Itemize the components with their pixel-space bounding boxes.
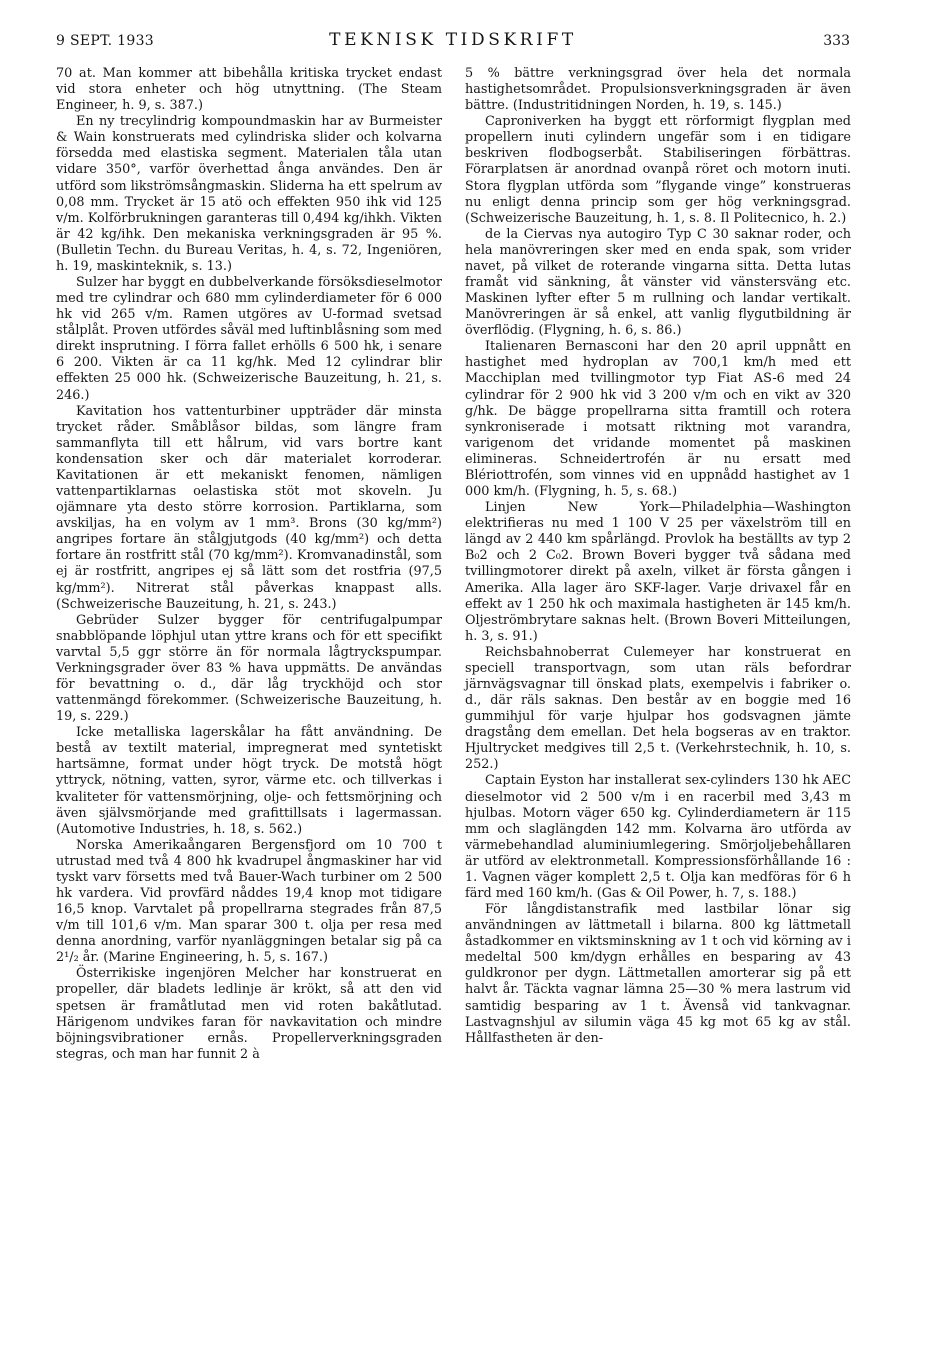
paragraph: Reichsbahnoberrat Culemeyer har konstruerat en speciell transportvagn, som utan räls befordrar järnvägsvagnar till önskad plats, exempelvis i fabriker o. d., där räls saknas. Den består av en boggie med 16 gummihjul för varje hjulpar hos godsvagnen jämte dragstång dem emellan. Det hela bogseras av en traktor. Hjultrycket medgives till 2,5 t. (Verkehrstechnik, h. 10, s. 252.) (465, 644, 851, 773)
paragraph: Caproniverken ha byggt ett rörformigt flygplan med propellern inuti cylindern ungefär som i en tidigare beskriven flodbogserbåt. Stabiliseringen förbättras. Förarplatsen är anordnad ovanpå röret och motorn inuti. Stora flygplan utförda som ”flygande vinge” konstrueras nu enligt denna princip som ger hög verkningsgrad. (Schweizerische Bauzeitung, h. 1, s. 8. Il Politecnico, h. 2.) (465, 114, 851, 226)
paragraph: Sulzer har byggt en dubbelverkande försöksdieselmotor med tre cylindrar och 680 mm cylinderdiameter för 6 000 hk vid 265 v/m. Ramen utgöres av U-formad svetsad stålplåt. Proven utfördes såväl med luftinblåsning som med direkt insprutning. I förra fallet erhölls 6 500 hk, i senare 6 200. Vikten är ca 11 kg/hk. Med 12 cylindrar blir effekten 25 000 hk. (Schweizerische Bauzeitung, h. 21, s. 246.) (56, 275, 442, 403)
paragraph: Captain Eyston har installerat sex-cylinders 130 hk AEC dieselmotor vid 2 500 v/m i en racerbil med 3,43 m hjulbas. Motorn väger 650 kg. Cylinderdiametern är 115 mm och slaglängden 142 mm. Kolvarna äro utförda av värmebehandlad aluminiumlegering. Smörjoljebehållaren är utförd av elektronmetall. Kompressionsförhållande 16 : 1. Vagnen väger komplett 2,5 t. Olja kan medföras för 6 h färd med 160 km/h. (Gas & Oil Power, h. 7, s. 188.) (465, 773, 851, 901)
running-header (56, 30, 850, 54)
paragraph: Gebrüder Sulzer bygger för centrifugalpumpar snabblöpande löphjul utan yttre krans och för ett specifikt varvtal 5,5 ggr större än för normala lågtryckspumpar. Verkningsgrader över 83 % hava uppmätts. De användas för bevattning o. d., där låg tryckhöjd och stor vattenmängd förekommer. (Schweizerische Bauzeitung, h. 19, s. 229.) (56, 612, 442, 725)
paragraph: Österrikiske ingenjören Melcher har konstruerat en propeller, där bladets ledlinje är krökt, så att den vid spetsen är framåtlutad men vid roten bakåtlutad. Härigenom undvikes faran för navkavitation och mindre böjningsvibrationer ernås. Propellerverkningsgraden stegras, och man har funnit 2 à (56, 966, 442, 1062)
issue-date: 9 SEPT. 1933 (56, 33, 154, 49)
paragraph: En ny trecylindrig kompoundmaskin har av Burmeister & Wain konstruerats med cylindriska slider och kolvarna försedda med elastiska segment. Materialen tåla utan vidare 350°, varför överhettad ånga användes. Den är utförd som likströmsångmaskin. Sliderna ha ett spelrum av 0,08 mm. Trycket är 15 atö och effekten 950 ihk vid 125 v/m. Kolförbrukningen garanteras till 0,494 kg/ihkh. Vikten är 42 kg/ihk. Den mekaniska verkningsgraden är 95 %. (Bulletin Techn. du Bureau Veritas, h. 4, s. 72, Ingeniören, h. 19, maskinteknik, s. 13.) (56, 114, 442, 274)
page-number: 333 (823, 33, 850, 49)
paragraph: Icke metalliska lagerskålar ha fått användning. De bestå av textilt material, impregnerat med syntetiskt hartsämne, format under högt tryck. De motstå högt yttryck, nötning, vatten, syror, värme etc. och tillverkas i kvaliteter för vattensmörjning, olje- och fettsmörjning och även självsmörjande med grafittillsats i lagermassan. (Automotive Industries, h. 18, s. 562.) (56, 725, 442, 837)
left-column (56, 66, 442, 1063)
right-column (465, 66, 851, 1047)
paragraph: För långdistanstrafik med lastbilar lönar sig användningen av lättmetall i bilarna. 800 kg lättmetall åstadkommer en viktsminskning av 1 t och vid körning av i medeltal 500 km/dygn erhålles en besparing av 43 guldkronor per dygn. Lättmetallen amorterar sig på ett halvt år. Täckta vagnar lämna 25—30 % mera lastrum vid samtidig besparing av 1 t. Ävenså vid tankvagnar. Lastvagnshjul av silumin väga 45 kg mot 65 kg av stål. Hållfastheten är den- (465, 902, 851, 1046)
paragraph: 70 at. Man kommer att bibehålla kritiska trycket endast vid stora enheter och hög utnyttning. (The Steam Engineer, h. 9, s. 387.) (56, 66, 442, 114)
paragraph: Kavitation hos vattenturbiner uppträder där minsta trycket råder. Småblåsor bildas, som längre fram sammanflyta till ett hålrum, vid vars bortre kant kondensation sker och där materialet korroderar. Kavitationen är ett mekaniskt fenomen, nämligen vattenpartiklarnas oelastiska stöt mot skoveln. Ju ojämnare yta desto större korrosion. Partiklarna, som avskiljas, ha en volym av 1 mm³. Brons (30 kg/mm²) angripes fortare än stålgjutgods (40 kg/mm²) och detta fortare än rostfritt stål (70 kg/mm²). Kromvanadinstål, som ej är rostfritt, angripes ej så lätt som det rostfria (97,5 kg/mm²). Nitrerat stål påverkas knappast alls. (Schweizerische Bauzeitung, h. 21, s. 243.) (56, 403, 442, 612)
paragraph: Linjen New York—Philadelphia—Washington elektrifieras nu med 1 100 V 25 per växelström till en längd av 2 440 km spårlängd. Provlok ha beställts av typ 2 B₀2 och 2 C₀2. Brown Boveri bygger två sådana med tvillingmotorer direkt på axeln, vilket är första gången i Amerika. Alla lager äro SKF-lager. Varje drivaxel får en effekt av 1 250 hk och maximala hastigheten är 145 km/h. Oljeströmbrytare saknas helt. (Brown Boveri Mitteilungen, h. 3, s. 91.) (465, 500, 851, 644)
paragraph: Italienaren Bernasconi har den 20 april uppnått en hastighet med hydroplan av 700,1 km/h med ett Macchiplan med tvillingmotor typ Fiat AS-6 med 24 cylindrar för 2 900 hk vid 3 200 v/m och en vikt av 320 g/hk. De bägge propellrarna sitta framtill och rotera synkroniserade i motsatt riktning mot varandra, varigenom det vridande momentet på maskinen elimineras. Schneidertrofén är nu ersatt med Blériottrofén, som vinnes vid en uppnådd hastighet av 1 000 km/h. (Flygning, h. 5, s. 68.) (465, 339, 851, 500)
journal-title: TEKNISK TIDSKRIFT (329, 30, 577, 50)
paragraph: de la Ciervas nya autogiro Typ C 30 saknar roder, och hela manövreringen sker med en enda spak, som vrider navet, på vilket de roterande vingarna sitta. Detta lutas framåt vid sänkning, åt vänster vid vänstersväng etc. Maskinen lyfter efter 5 m rullning och landar vertikalt. Manövreringen är så enkel, att vanlig flygutbildning är överflödig. (Flygning, h. 6, s. 86.) (465, 226, 851, 339)
paragraph: Norska Amerikaångaren Bergensfjord om 10 700 t utrustad med två 4 800 hk kvadrupel ångmaskiner har vid tyskt varv försetts med två Bauer-Wach turbiner om 2 500 hk vardera. Vid provfärd nåddes 19,4 knop mot tidigare 16,5 knop. Varvtalet på propellrarna stegrades från 87,5 v/m till 101,6 v/m. Man sparar 300 t. olja per resa med denna anordning, varför nyanläggningen betalar sig på ca 2¹/₂ år. (Marine Engineering, h. 5, s. 167.) (56, 837, 442, 966)
paragraph: 5 % bättre verkningsgrad över hela det normala hastighetsområdet. Propulsionsverkningsgraden är även bättre. (Industritidningen Norden, h. 19, s. 145.) (465, 66, 851, 114)
